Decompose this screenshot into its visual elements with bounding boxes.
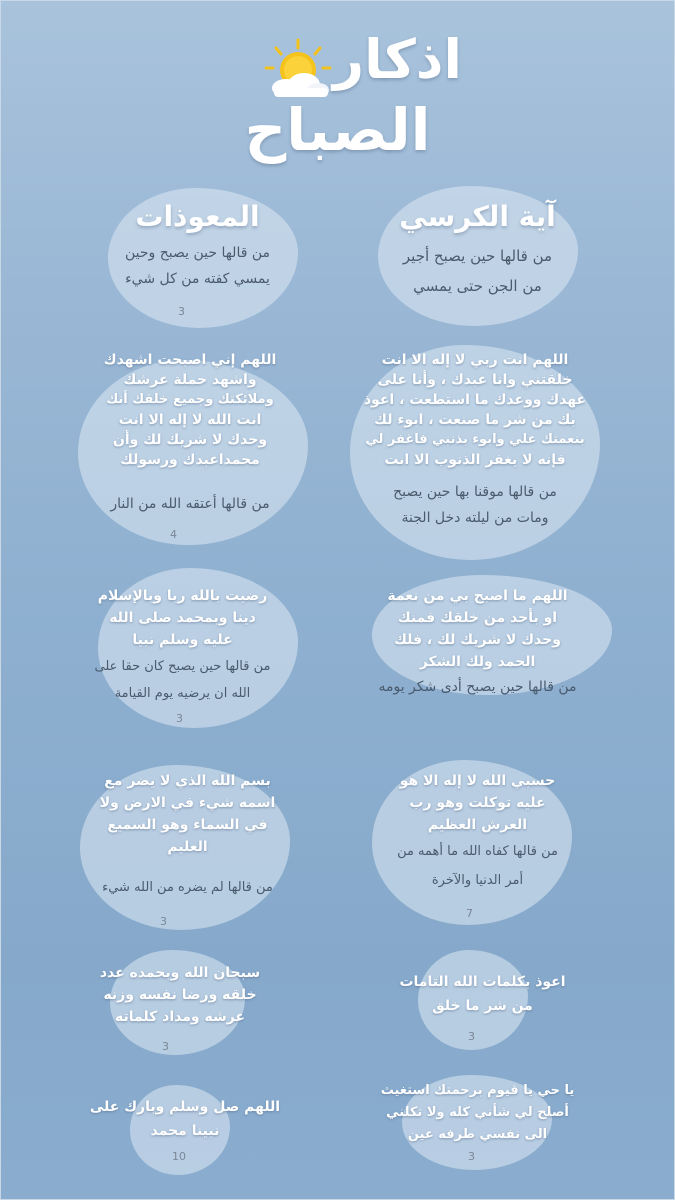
sun-behind-cloud-icon [262, 38, 334, 100]
card-body-line: انت الله لا إله الا انت [118, 412, 262, 428]
card-note-line2: ومات من ليلته دخل الجنة [401, 510, 549, 526]
count-label: 3 [162, 1040, 169, 1053]
card-note-line2: الله ان يرضيه يوم القيامة [114, 686, 251, 701]
card-body-line: رضيت بالله ربا وبالإسلام [97, 588, 268, 604]
page-title-line2: الصباح [244, 96, 431, 164]
card-body-line: عليه وسلم نبيا [132, 632, 233, 648]
card-body-line: او بأحد من خلقك فمنك [397, 610, 558, 626]
count-label: 4 [170, 528, 177, 541]
card-heading: المعوذات [135, 200, 260, 233]
card-body-line: الحمد ولك الشكر [419, 654, 536, 670]
card-note-line2: يمسي كفته من كل شيء [125, 271, 270, 287]
card-body-line: اللهم ما اصبح بي من نعمة [387, 588, 568, 604]
card-body-line: بك من شر ما صنعت ، ابوء لك [374, 412, 576, 428]
card-note-line1: من قالها موقنا بها حين يصبح [393, 484, 557, 500]
card-body-line: يا حي يا قيوم برحمتك استغيث [380, 1083, 575, 1098]
card-hasbiyallah [355, 770, 600, 888]
card-body-line: دينا وبمحمد صلى الله [109, 610, 256, 626]
card-body-line: خلقه ورضا نفسه وزنه [103, 987, 257, 1003]
card-body-line: وحدك لا شريك لك ، فلك [394, 632, 561, 648]
card-heading: آية الكرسي [399, 200, 556, 233]
page-title-line1: اذكار [333, 28, 462, 91]
count-label: 3 [176, 712, 183, 725]
card-body-line: أصلح لي شأني كله ولا تكلني [386, 1105, 569, 1120]
card-note-line1: من قالها حين يصبح أجير [402, 247, 553, 265]
card-body-line: اعوذ بكلمات الله التامات [399, 974, 566, 990]
card-body-line: اسمه شيء في الارض ولا [99, 795, 276, 811]
card-body-line: عليه توكلت وهو رب [409, 795, 546, 811]
card-body-line: بسم الله الذي لا يضر مع [104, 773, 271, 789]
card-body-line: وملائكتك وجميع خلقك أنك [106, 392, 274, 407]
card-ma-asbaha-bi [345, 585, 610, 695]
card-body-line: سبحان الله وبحمده عدد [99, 965, 261, 981]
card-note-line1: من قالها كفاه الله ما أهمه من [397, 844, 558, 859]
card-body-line: نبينا محمد [150, 1123, 220, 1139]
card-body-line: العرش العظيم [427, 817, 528, 833]
card-ya-hayyu-ya-qayyum [345, 1080, 610, 1146]
count-label: 3 [468, 1150, 475, 1163]
card-body-line: بنعمتك علي وابوء بذنبي فاغفر لي [365, 432, 585, 447]
count-label: 3 [178, 305, 185, 318]
card-audhu-bikalimat [365, 970, 600, 1018]
card-body-line: اللهم إني اصبحت اشهدك [103, 352, 277, 368]
card-subhanallah [60, 962, 300, 1028]
card-note-line2: أمر الدنيا والآخرة [431, 873, 524, 888]
card-almuawwidhat [85, 200, 310, 287]
card-body-line: العليم [167, 839, 208, 855]
card-body-line: وحدك لا شريك لك وأن [112, 432, 268, 448]
count-label: 7 [466, 907, 473, 920]
card-body-line: محمداعبدك ورسولك [120, 452, 260, 468]
card-sayyid-alistighfar [345, 350, 605, 526]
card-note-line1: من قالها حين يصبح وحين [124, 245, 271, 261]
card-body-line: من شر ما خلق [432, 998, 533, 1014]
card-ayat-alkursi [360, 200, 595, 295]
card-asbahtu-ushhiduk [65, 350, 315, 512]
card-bismillah-alladhi [65, 770, 310, 895]
card-raditu-billah [60, 585, 305, 701]
card-body-line: اللهم انت ربي لا إله الا انت [381, 352, 569, 368]
card-note-line1: من قالها لم يضره من الله شيء [102, 880, 273, 895]
card-body-line: في السماء وهو السميع [107, 817, 268, 833]
card-body-line: فإنه لا يغفر الذنوب الا انت [384, 452, 566, 468]
card-note-line1: من قالها حين يصبح أدى شكر يومه [378, 679, 577, 695]
card-body-line: حسبي الله لا إله الا هو [399, 773, 556, 789]
card-salat-ala-annabi [70, 1095, 300, 1143]
card-note-line2: من الجن حتى يمسي [413, 277, 542, 295]
card-body-line: عهدك ووعدك ما استطعت ، اعوذ [363, 392, 587, 408]
card-body-line: عرشه ومداد كلماته [115, 1009, 245, 1025]
card-body-line: خلقتني وانا عبدك ، وأنا على [377, 372, 573, 388]
card-body-line: الى نفسي طرفه عين [407, 1127, 548, 1142]
count-label: 3 [160, 915, 167, 928]
count-label: 10 [172, 1150, 186, 1163]
card-note-line1: من قالها أعتقه الله من النار [110, 496, 270, 512]
card-note-line1: من قالها حين يصبح كان حقا على [94, 659, 271, 674]
card-body-line: اللهم صل وسلم وبارك على [89, 1099, 281, 1115]
card-body-line: واشهد حملة عرشك [123, 372, 257, 388]
count-label: 3 [468, 1030, 475, 1043]
